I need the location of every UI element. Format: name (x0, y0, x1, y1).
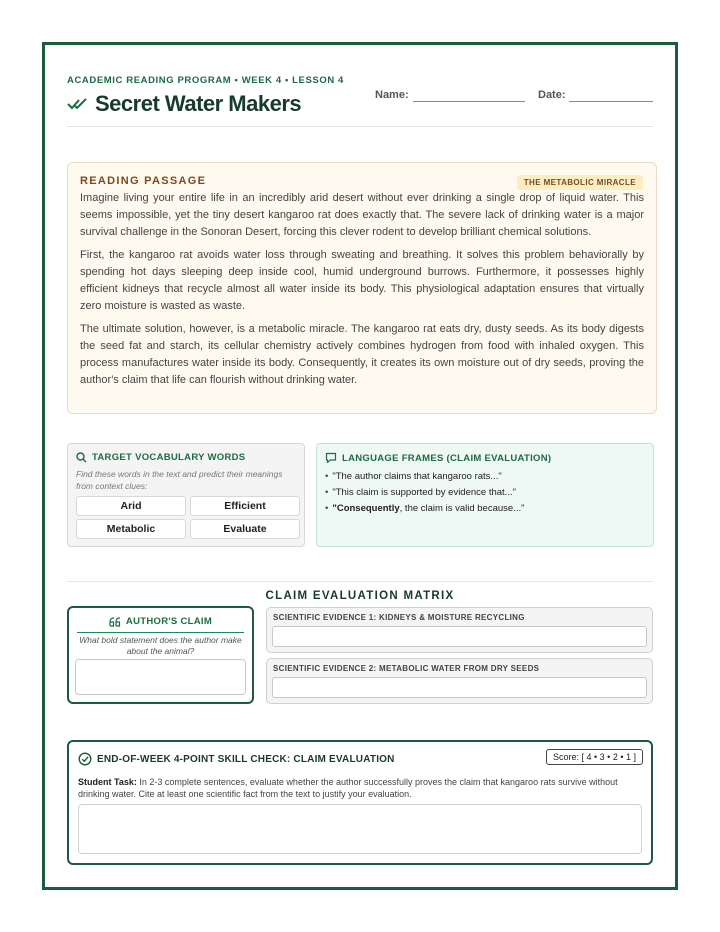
student-task (78, 776, 644, 800)
vocab-word: Efficient (190, 496, 300, 516)
speech-bubble-icon (325, 452, 337, 464)
matrix-title: CLAIM EVALUATION MATRIX (265, 590, 455, 602)
task-label: Student Task: (78, 777, 137, 787)
passage-paragraph: Imagine living your entire life in an incredibly arid desert without ever drinking a single drop of liquid water. This seems impossible, yet the tiny desert kangaroo rat does exactly that. The severe lack of drinking water is a major survival challenge in the Sonoran Desert, forcing this clever rodent to develop brilliant chemical solutions. (80, 192, 644, 238)
evidence-card-1 (266, 607, 653, 653)
vocabulary-heading-label: TARGET VOCABULARY WORDS (92, 452, 246, 463)
date-label: Date: (538, 89, 566, 101)
check-circle-icon (78, 752, 92, 766)
section-divider (67, 581, 653, 582)
date-field[interactable] (569, 101, 653, 102)
evidence-answer-box[interactable] (272, 626, 647, 647)
claim-divider (77, 632, 244, 633)
title-row (67, 91, 301, 117)
score-box: Score: [ 4 • 3 • 2 • 1 ] (546, 749, 643, 765)
skill-answer-box[interactable] (78, 804, 642, 854)
frame-item: • "This claim is supported by evidence that..." (325, 485, 524, 501)
task-text: In 2-3 complete sentences, evaluate whether the author successfully proves the claim that kangaroo rats survive without drinking water. Cite at least one scientific fact from the text to justify your evaluation. (78, 777, 618, 799)
passage-paragraph: The ultimate solution, however, is a metabolic miracle. The kangaroo rat eats dry, dusty seeds. As its body digests the seed fat and starch, its cellular chemistry actively combines hydrogen from food with inhaled oxygen. This process manufactures water inside its body. Consequently, it creates its own moisture out of dry seeds, proving the author's claim that life can flourish without drinking water. (80, 323, 644, 386)
vocabulary-heading (76, 452, 245, 463)
vocab-word: Evaluate (190, 519, 300, 539)
claim-answer-box[interactable] (75, 659, 246, 695)
frame-item: • "Consequently, the claim is valid because..." (325, 501, 524, 517)
claim-heading (69, 616, 252, 627)
header-divider (67, 126, 653, 127)
vocab-word: Arid (76, 496, 186, 516)
skill-check-heading (78, 752, 395, 766)
double-check-icon (67, 97, 89, 111)
claim-heading-label: AUTHOR'S CLAIM (125, 616, 213, 627)
skill-check-heading-label: END-OF-WEEK 4-POINT SKILL CHECK: CLAIM EVALUATION (97, 753, 395, 765)
language-frames-heading-label: LANGUAGE FRAMES (CLAIM EVALUATION) (342, 452, 552, 464)
program-label: ACADEMIC READING PROGRAM • WEEK 4 • LESSON 4 (67, 75, 344, 86)
language-frames-list (325, 469, 524, 517)
evidence-answer-box[interactable] (272, 677, 647, 698)
claim-question: What bold statement does the author make about the animal? (79, 635, 242, 656)
evidence-heading: SCIENTIFIC EVIDENCE 1: KIDNEYS & MOISTURE RECYCLING (273, 613, 525, 622)
evidence-heading: SCIENTIFIC EVIDENCE 2: METABOLIC WATER FROM DRY SEEDS (273, 664, 540, 673)
name-label: Name: (375, 89, 409, 101)
worksheet-frame (42, 42, 678, 890)
language-frames-heading (325, 452, 551, 464)
author-claim-card (67, 606, 254, 704)
evidence-card-2 (266, 658, 653, 704)
search-icon (76, 452, 87, 463)
language-frames-box (316, 443, 654, 547)
reading-passage (67, 162, 657, 414)
vocabulary-box (67, 443, 305, 547)
passage-heading: READING PASSAGE (80, 175, 207, 187)
quote-icon (109, 617, 121, 627)
frame-item: • "The author claims that kangaroo rats..." (325, 469, 524, 485)
vocab-word: Metabolic (76, 519, 186, 539)
vocabulary-hint: Find these words in the text and predict their meanings from context clues: (76, 469, 283, 491)
name-field[interactable] (413, 101, 525, 102)
passage-paragraph: First, the kangaroo rat avoids water loss through sweating and breathing. It solves this problem behaviorally by spending hot days sleeping deep inside cool, humid underground burrows. Furthermore, it possesses highly efficient kidneys that recycle almost all water inside its body. This physiological adaptation ensures that virtually zero moisture is wasted as waste. (80, 249, 644, 312)
page-title: Secret Water Makers (95, 91, 302, 116)
passage-tag: THE METABOLIC MIRACLE (517, 175, 643, 190)
skill-check-card (67, 740, 653, 865)
